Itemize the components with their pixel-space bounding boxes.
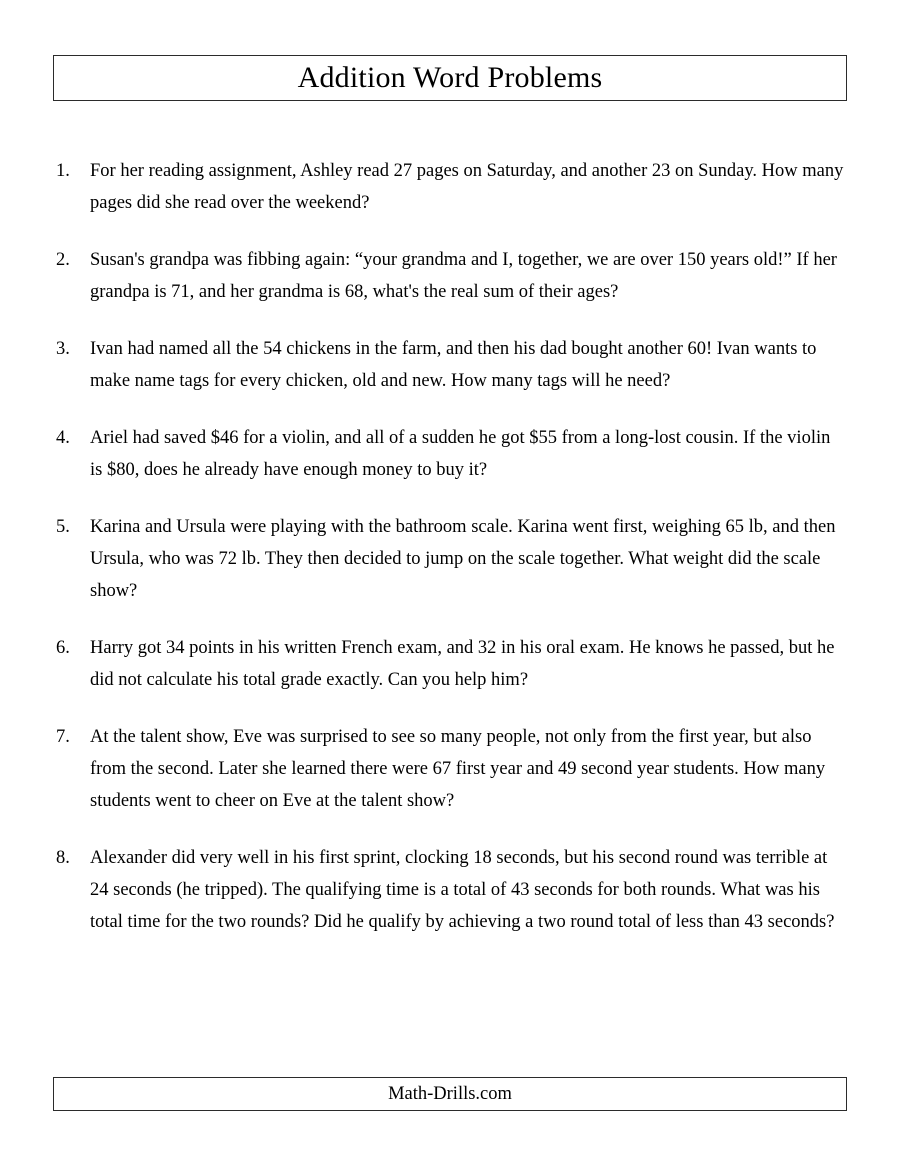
- problem-text: Karina and Ursula were playing with the bathroom scale. Karina went first, weighing 65 lb, and then Ursula, who was 72 lb. They then decided to jump on the scale together. What weight did the scale show?: [90, 517, 836, 601]
- problem-list: [53, 155, 847, 963]
- problem-text: Harry got 34 points in his written French exam, and 32 in his oral exam. He knows he passed, but he did not calculate his total grade exactly. Can you help him?: [90, 638, 835, 690]
- problem-number: 1.: [56, 161, 70, 181]
- problem-number: 6.: [56, 638, 70, 658]
- problem-item: [53, 632, 847, 696]
- problem-text: For her reading assignment, Ashley read 27 pages on Saturday, and another 23 on Sunday. How many pages did she read over the weekend?: [90, 161, 844, 213]
- problem-item: [53, 721, 847, 817]
- problem-number: 2.: [56, 250, 70, 270]
- problem-text: Susan's grandpa was fibbing again: “your grandma and I, together, we are over 150 years old!” If her grandpa is 71, and her grandma is 68, what's the real sum of their ages?: [90, 250, 837, 302]
- problem-text: Ivan had named all the 54 chickens in the farm, and then his dad bought another 60! Ivan wants to make name tags for every chicken, old and new. How many tags will he need?: [90, 339, 817, 391]
- worksheet-title-banner: [53, 55, 847, 101]
- problem-text: Alexander did very well in his first sprint, clocking 18 seconds, but his second round was terrible at 24 seconds (he tripped). The qualifying time is a total of 43 seconds for both rounds. What was his total time for the two rounds? Did he qualify by achieving a two round total of less than 43 seconds?: [90, 848, 835, 932]
- problem-text: At the talent show, Eve was surprised to see so many people, not only from the first year, but also from the second. Later she learned there were 67 first year and 49 second year students. How many students went to cheer on Eve at the talent show?: [90, 727, 826, 811]
- problem-item: [53, 244, 847, 308]
- problem-number: 5.: [56, 517, 70, 537]
- problem-item: [53, 511, 847, 607]
- problem-text: Ariel had saved $46 for a violin, and all of a sudden he got $55 from a long-lost cousin. If the violin is $80, does he already have enough money to buy it?: [90, 428, 831, 480]
- problem-item: [53, 422, 847, 486]
- worksheet-footer-banner: [53, 1077, 847, 1111]
- problem-number: 7.: [56, 727, 70, 747]
- problem-number: 8.: [56, 848, 70, 868]
- page-title: Addition Word Problems: [297, 61, 603, 94]
- problem-number: 4.: [56, 428, 70, 448]
- footer-site-name: Math-Drills.com: [388, 1083, 512, 1104]
- problem-item: [53, 155, 847, 219]
- problem-item: [53, 333, 847, 397]
- problem-item: [53, 842, 847, 938]
- problem-number: 3.: [56, 339, 70, 359]
